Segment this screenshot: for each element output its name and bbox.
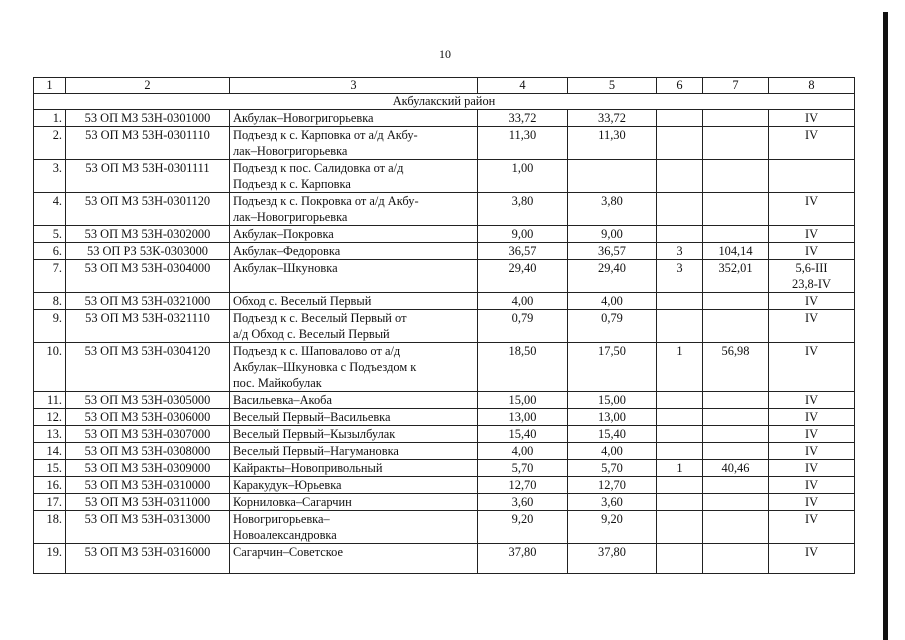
category-line: IV xyxy=(804,227,819,241)
table-row xyxy=(34,409,855,426)
road-name-line: Акбулак–Шкуновка с Подъездом к xyxy=(233,360,417,374)
length-total-cell: 3,60 xyxy=(478,494,568,511)
road-name-line: Подъезд к с. Карповка от а/д Акбу- xyxy=(233,128,418,142)
road-name-cell xyxy=(230,494,478,511)
row-number-cell: 9. xyxy=(34,310,66,343)
category-cell xyxy=(769,392,855,409)
table-row xyxy=(34,544,855,574)
category-cell xyxy=(769,409,855,426)
bridges-count-cell xyxy=(657,310,703,343)
category-cell xyxy=(769,110,855,127)
road-code-cell: 53 ОП МЗ 53Н-0302000 xyxy=(66,226,230,243)
road-name-cell xyxy=(230,310,478,343)
road-code-cell: 53 ОП МЗ 53Н-0301000 xyxy=(66,110,230,127)
table-body xyxy=(34,78,855,574)
length-total-cell: 5,70 xyxy=(478,460,568,477)
bridges-length-cell: 56,98 xyxy=(703,343,769,392)
length-total-cell: 36,57 xyxy=(478,243,568,260)
road-name-line: Сагарчин–Советское xyxy=(233,545,343,559)
length-total-cell: 4,00 xyxy=(478,293,568,310)
category-cell xyxy=(769,460,855,477)
length-hard-surface-cell: 3,80 xyxy=(568,193,657,226)
category-cell xyxy=(769,310,855,343)
road-name-line: лак–Новогригорьевка xyxy=(233,144,348,158)
road-name-line: Акбулак–Новогригорьевка xyxy=(233,111,374,125)
road-name-line: Веселый Первый–Нагумановка xyxy=(233,444,399,458)
road-code-cell: 53 ОП МЗ 53Н-0304120 xyxy=(66,343,230,392)
length-total-cell: 9,00 xyxy=(478,226,568,243)
row-number-cell: 8. xyxy=(34,293,66,310)
table-row xyxy=(34,243,855,260)
bridges-length-cell xyxy=(703,477,769,494)
road-name-line: Кайракты–Новопривольный xyxy=(233,461,383,475)
row-number-cell: 11. xyxy=(34,392,66,409)
length-total-cell: 0,79 xyxy=(478,310,568,343)
bridges-count-cell xyxy=(657,392,703,409)
road-code-cell: 53 ОП МЗ 53Н-0301110 xyxy=(66,127,230,160)
road-name-line: Подъезд к с. Веселый Первый от xyxy=(233,311,407,325)
road-name-cell xyxy=(230,443,478,460)
category-line: IV xyxy=(804,495,819,509)
road-name-line: Подъезд к с. Покровка от а/д Акбу- xyxy=(233,194,419,208)
table-row xyxy=(34,477,855,494)
category-cell xyxy=(769,544,855,574)
row-number-cell: 6. xyxy=(34,243,66,260)
category-cell xyxy=(769,243,855,260)
bridges-count-cell: 3 xyxy=(657,260,703,293)
category-line: IV xyxy=(804,427,819,441)
road-name-line: пос. Майкобулак xyxy=(233,376,322,390)
category-cell xyxy=(769,226,855,243)
bridges-count-cell xyxy=(657,494,703,511)
bridges-length-cell xyxy=(703,426,769,443)
bridges-count-cell xyxy=(657,426,703,443)
road-name-line: Акбулак–Шкуновка xyxy=(233,261,338,275)
category-line: IV xyxy=(804,444,819,458)
category-line: IV xyxy=(804,344,819,358)
row-number-cell: 7. xyxy=(34,260,66,293)
bridges-length-cell xyxy=(703,310,769,343)
roads-table xyxy=(33,77,855,574)
table-row xyxy=(34,310,855,343)
row-number-cell: 16. xyxy=(34,477,66,494)
length-hard-surface-cell: 29,40 xyxy=(568,260,657,293)
road-code-cell: 53 ОП МЗ 53Н-0306000 xyxy=(66,409,230,426)
bridges-count-cell: 1 xyxy=(657,460,703,477)
header-cell: 4 xyxy=(478,78,568,94)
road-code-cell: 53 ОП МЗ 53Н-0308000 xyxy=(66,443,230,460)
category-line: 5,6-III xyxy=(795,261,828,275)
category-cell xyxy=(769,260,855,293)
length-total-cell: 1,00 xyxy=(478,160,568,193)
road-code-cell: 53 ОП МЗ 53Н-0310000 xyxy=(66,477,230,494)
road-name-line: а/д Обход с. Веселый Первый xyxy=(233,327,390,341)
category-line: IV xyxy=(804,393,819,407)
header-cell: 3 xyxy=(230,78,478,94)
district-row xyxy=(34,94,855,110)
length-total-cell: 3,80 xyxy=(478,193,568,226)
header-cell: 7 xyxy=(703,78,769,94)
category-line: IV xyxy=(804,194,819,208)
length-total-cell: 12,70 xyxy=(478,477,568,494)
road-code-cell: 53 ОП МЗ 53Н-0321110 xyxy=(66,310,230,343)
table-row xyxy=(34,460,855,477)
length-hard-surface-cell: 33,72 xyxy=(568,110,657,127)
table-row xyxy=(34,494,855,511)
road-code-cell: 53 ОП МЗ 53Н-0321000 xyxy=(66,293,230,310)
length-hard-surface-cell xyxy=(568,160,657,193)
road-name-cell xyxy=(230,293,478,310)
header-cell: 6 xyxy=(657,78,703,94)
road-code-cell: 53 ОП МЗ 53Н-0309000 xyxy=(66,460,230,477)
length-total-cell: 15,40 xyxy=(478,426,568,443)
table-row xyxy=(34,260,855,293)
road-name-cell xyxy=(230,392,478,409)
category-line: IV xyxy=(804,294,819,308)
page-number: 10 xyxy=(439,47,451,61)
bridges-count-cell xyxy=(657,477,703,494)
road-name-line: Подъезд к с. Шаповалово от а/д xyxy=(233,344,401,358)
length-total-cell: 4,00 xyxy=(478,443,568,460)
road-name-line: Каракудук–Юрьевка xyxy=(233,478,342,492)
bridges-count-cell xyxy=(657,110,703,127)
bridges-length-cell xyxy=(703,110,769,127)
road-code-cell: 53 ОП МЗ 53Н-0313000 xyxy=(66,511,230,544)
header-cell: 8 xyxy=(769,78,855,94)
table-row xyxy=(34,160,855,193)
category-cell xyxy=(769,443,855,460)
road-name-cell xyxy=(230,127,478,160)
length-total-cell: 18,50 xyxy=(478,343,568,392)
length-hard-surface-cell: 4,00 xyxy=(568,443,657,460)
road-name-cell xyxy=(230,477,478,494)
bridges-length-cell xyxy=(703,494,769,511)
length-total-cell: 33,72 xyxy=(478,110,568,127)
table-row xyxy=(34,426,855,443)
road-name-cell xyxy=(230,343,478,392)
table-row xyxy=(34,392,855,409)
length-total-cell: 37,80 xyxy=(478,544,568,574)
length-total-cell: 13,00 xyxy=(478,409,568,426)
length-hard-surface-cell: 13,00 xyxy=(568,409,657,426)
bridges-count-cell xyxy=(657,443,703,460)
bridges-length-cell: 352,01 xyxy=(703,260,769,293)
table-row xyxy=(34,193,855,226)
road-code-cell: 53 ОП МЗ 53Н-0301111 xyxy=(66,160,230,193)
header-cell: 2 xyxy=(66,78,230,94)
table-row xyxy=(34,127,855,160)
category-line: IV xyxy=(804,512,819,526)
road-name-cell xyxy=(230,193,478,226)
category-cell xyxy=(769,494,855,511)
header-cell: 1 xyxy=(34,78,66,94)
length-hard-surface-cell: 11,30 xyxy=(568,127,657,160)
road-name-cell xyxy=(230,160,478,193)
road-name-cell xyxy=(230,511,478,544)
bridges-count-cell xyxy=(657,511,703,544)
road-name-cell xyxy=(230,426,478,443)
category-cell xyxy=(769,511,855,544)
row-number-cell: 4. xyxy=(34,193,66,226)
bridges-length-cell xyxy=(703,443,769,460)
road-code-cell: 53 ОП МЗ 53Н-0304000 xyxy=(66,260,230,293)
row-number-cell: 14. xyxy=(34,443,66,460)
bridges-count-cell xyxy=(657,226,703,243)
bridges-count-cell: 1 xyxy=(657,343,703,392)
length-total-cell: 29,40 xyxy=(478,260,568,293)
category-cell xyxy=(769,426,855,443)
road-name-cell xyxy=(230,460,478,477)
road-name-line: Обход с. Веселый Первый xyxy=(233,294,372,308)
length-total-cell: 9,20 xyxy=(478,511,568,544)
bridges-count-cell xyxy=(657,293,703,310)
length-hard-surface-cell: 0,79 xyxy=(568,310,657,343)
district-title: Акбулакский район xyxy=(34,94,855,110)
category-line: IV xyxy=(804,478,819,492)
road-name-line: Новоалександровка xyxy=(233,528,337,542)
road-name-line: Васильевка–Акоба xyxy=(233,393,332,407)
category-line: IV xyxy=(804,545,819,559)
road-name-line: Веселый Первый–Кызылбулак xyxy=(233,427,396,441)
road-name-line: Веселый Первый–Васильевка xyxy=(233,410,391,424)
category-line: IV xyxy=(804,128,819,142)
length-total-cell: 15,00 xyxy=(478,392,568,409)
road-code-cell: 53 ОП МЗ 53Н-0305000 xyxy=(66,392,230,409)
row-number-cell: 10. xyxy=(34,343,66,392)
category-cell xyxy=(769,343,855,392)
bridges-length-cell: 40,46 xyxy=(703,460,769,477)
row-number-cell: 15. xyxy=(34,460,66,477)
road-name-line: Акбулак–Покровка xyxy=(233,227,334,241)
bridges-length-cell xyxy=(703,127,769,160)
road-name-cell xyxy=(230,544,478,574)
category-line: IV xyxy=(804,111,819,125)
bridges-count-cell xyxy=(657,127,703,160)
length-hard-surface-cell: 36,57 xyxy=(568,243,657,260)
table-row xyxy=(34,293,855,310)
table-row xyxy=(34,343,855,392)
category-cell xyxy=(769,293,855,310)
bridges-count-cell xyxy=(657,193,703,226)
row-number-cell: 18. xyxy=(34,511,66,544)
road-code-cell: 53 ОП РЗ 53К-0303000 xyxy=(66,243,230,260)
length-total-cell: 11,30 xyxy=(478,127,568,160)
table-row xyxy=(34,226,855,243)
length-hard-surface-cell: 4,00 xyxy=(568,293,657,310)
category-line: IV xyxy=(804,311,819,325)
road-name-line: Акбулак–Федоровка xyxy=(233,244,341,258)
category-cell xyxy=(769,160,855,193)
bridges-length-cell xyxy=(703,160,769,193)
bridges-count-cell xyxy=(657,160,703,193)
table-row xyxy=(34,110,855,127)
road-code-cell: 53 ОП МЗ 53Н-0311000 xyxy=(66,494,230,511)
bridges-length-cell xyxy=(703,226,769,243)
row-number-cell: 2. xyxy=(34,127,66,160)
bridges-length-cell xyxy=(703,392,769,409)
header-cell: 5 xyxy=(568,78,657,94)
row-number-cell: 3. xyxy=(34,160,66,193)
bridges-count-cell xyxy=(657,544,703,574)
header-row xyxy=(34,78,855,94)
road-name-line: Новогригорьевка– xyxy=(233,512,330,526)
scan-edge-bar xyxy=(883,12,888,640)
road-name-cell xyxy=(230,110,478,127)
bridges-count-cell: 3 xyxy=(657,243,703,260)
road-name-line: Подъезд к пос. Салидовка от а/д xyxy=(233,161,404,175)
bridges-length-cell xyxy=(703,293,769,310)
road-code-cell: 53 ОП МЗ 53Н-0316000 xyxy=(66,544,230,574)
length-hard-surface-cell: 17,50 xyxy=(568,343,657,392)
bridges-length-cell xyxy=(703,511,769,544)
road-code-cell: 53 ОП МЗ 53Н-0307000 xyxy=(66,426,230,443)
category-cell xyxy=(769,127,855,160)
bridges-length-cell: 104,14 xyxy=(703,243,769,260)
row-number-cell: 19. xyxy=(34,544,66,574)
road-name-cell xyxy=(230,260,478,293)
row-number-cell: 13. xyxy=(34,426,66,443)
length-hard-surface-cell: 9,20 xyxy=(568,511,657,544)
bridges-count-cell xyxy=(657,409,703,426)
bridges-length-cell xyxy=(703,193,769,226)
road-name-line: Подъезд к с. Карповка xyxy=(233,177,351,191)
row-number-cell: 12. xyxy=(34,409,66,426)
length-hard-surface-cell: 37,80 xyxy=(568,544,657,574)
road-name-cell xyxy=(230,409,478,426)
length-hard-surface-cell: 5,70 xyxy=(568,460,657,477)
bridges-length-cell xyxy=(703,409,769,426)
table-row xyxy=(34,443,855,460)
road-name-cell xyxy=(230,243,478,260)
category-line: 23,8-IV xyxy=(792,277,831,291)
table-row xyxy=(34,511,855,544)
category-cell xyxy=(769,193,855,226)
bridges-length-cell xyxy=(703,544,769,574)
category-cell xyxy=(769,477,855,494)
road-code-cell: 53 ОП МЗ 53Н-0301120 xyxy=(66,193,230,226)
length-hard-surface-cell: 12,70 xyxy=(568,477,657,494)
road-name-cell xyxy=(230,226,478,243)
road-name-line: Корниловка–Сагарчин xyxy=(233,495,352,509)
length-hard-surface-cell: 9,00 xyxy=(568,226,657,243)
category-line: IV xyxy=(804,461,819,475)
road-name-line: лак–Новогригорьевка xyxy=(233,210,348,224)
row-number-cell: 5. xyxy=(34,226,66,243)
length-hard-surface-cell: 3,60 xyxy=(568,494,657,511)
row-number-cell: 17. xyxy=(34,494,66,511)
length-hard-surface-cell: 15,00 xyxy=(568,392,657,409)
row-number-cell: 1. xyxy=(34,110,66,127)
category-line: IV xyxy=(804,410,819,424)
category-line: IV xyxy=(804,244,819,258)
length-hard-surface-cell: 15,40 xyxy=(568,426,657,443)
